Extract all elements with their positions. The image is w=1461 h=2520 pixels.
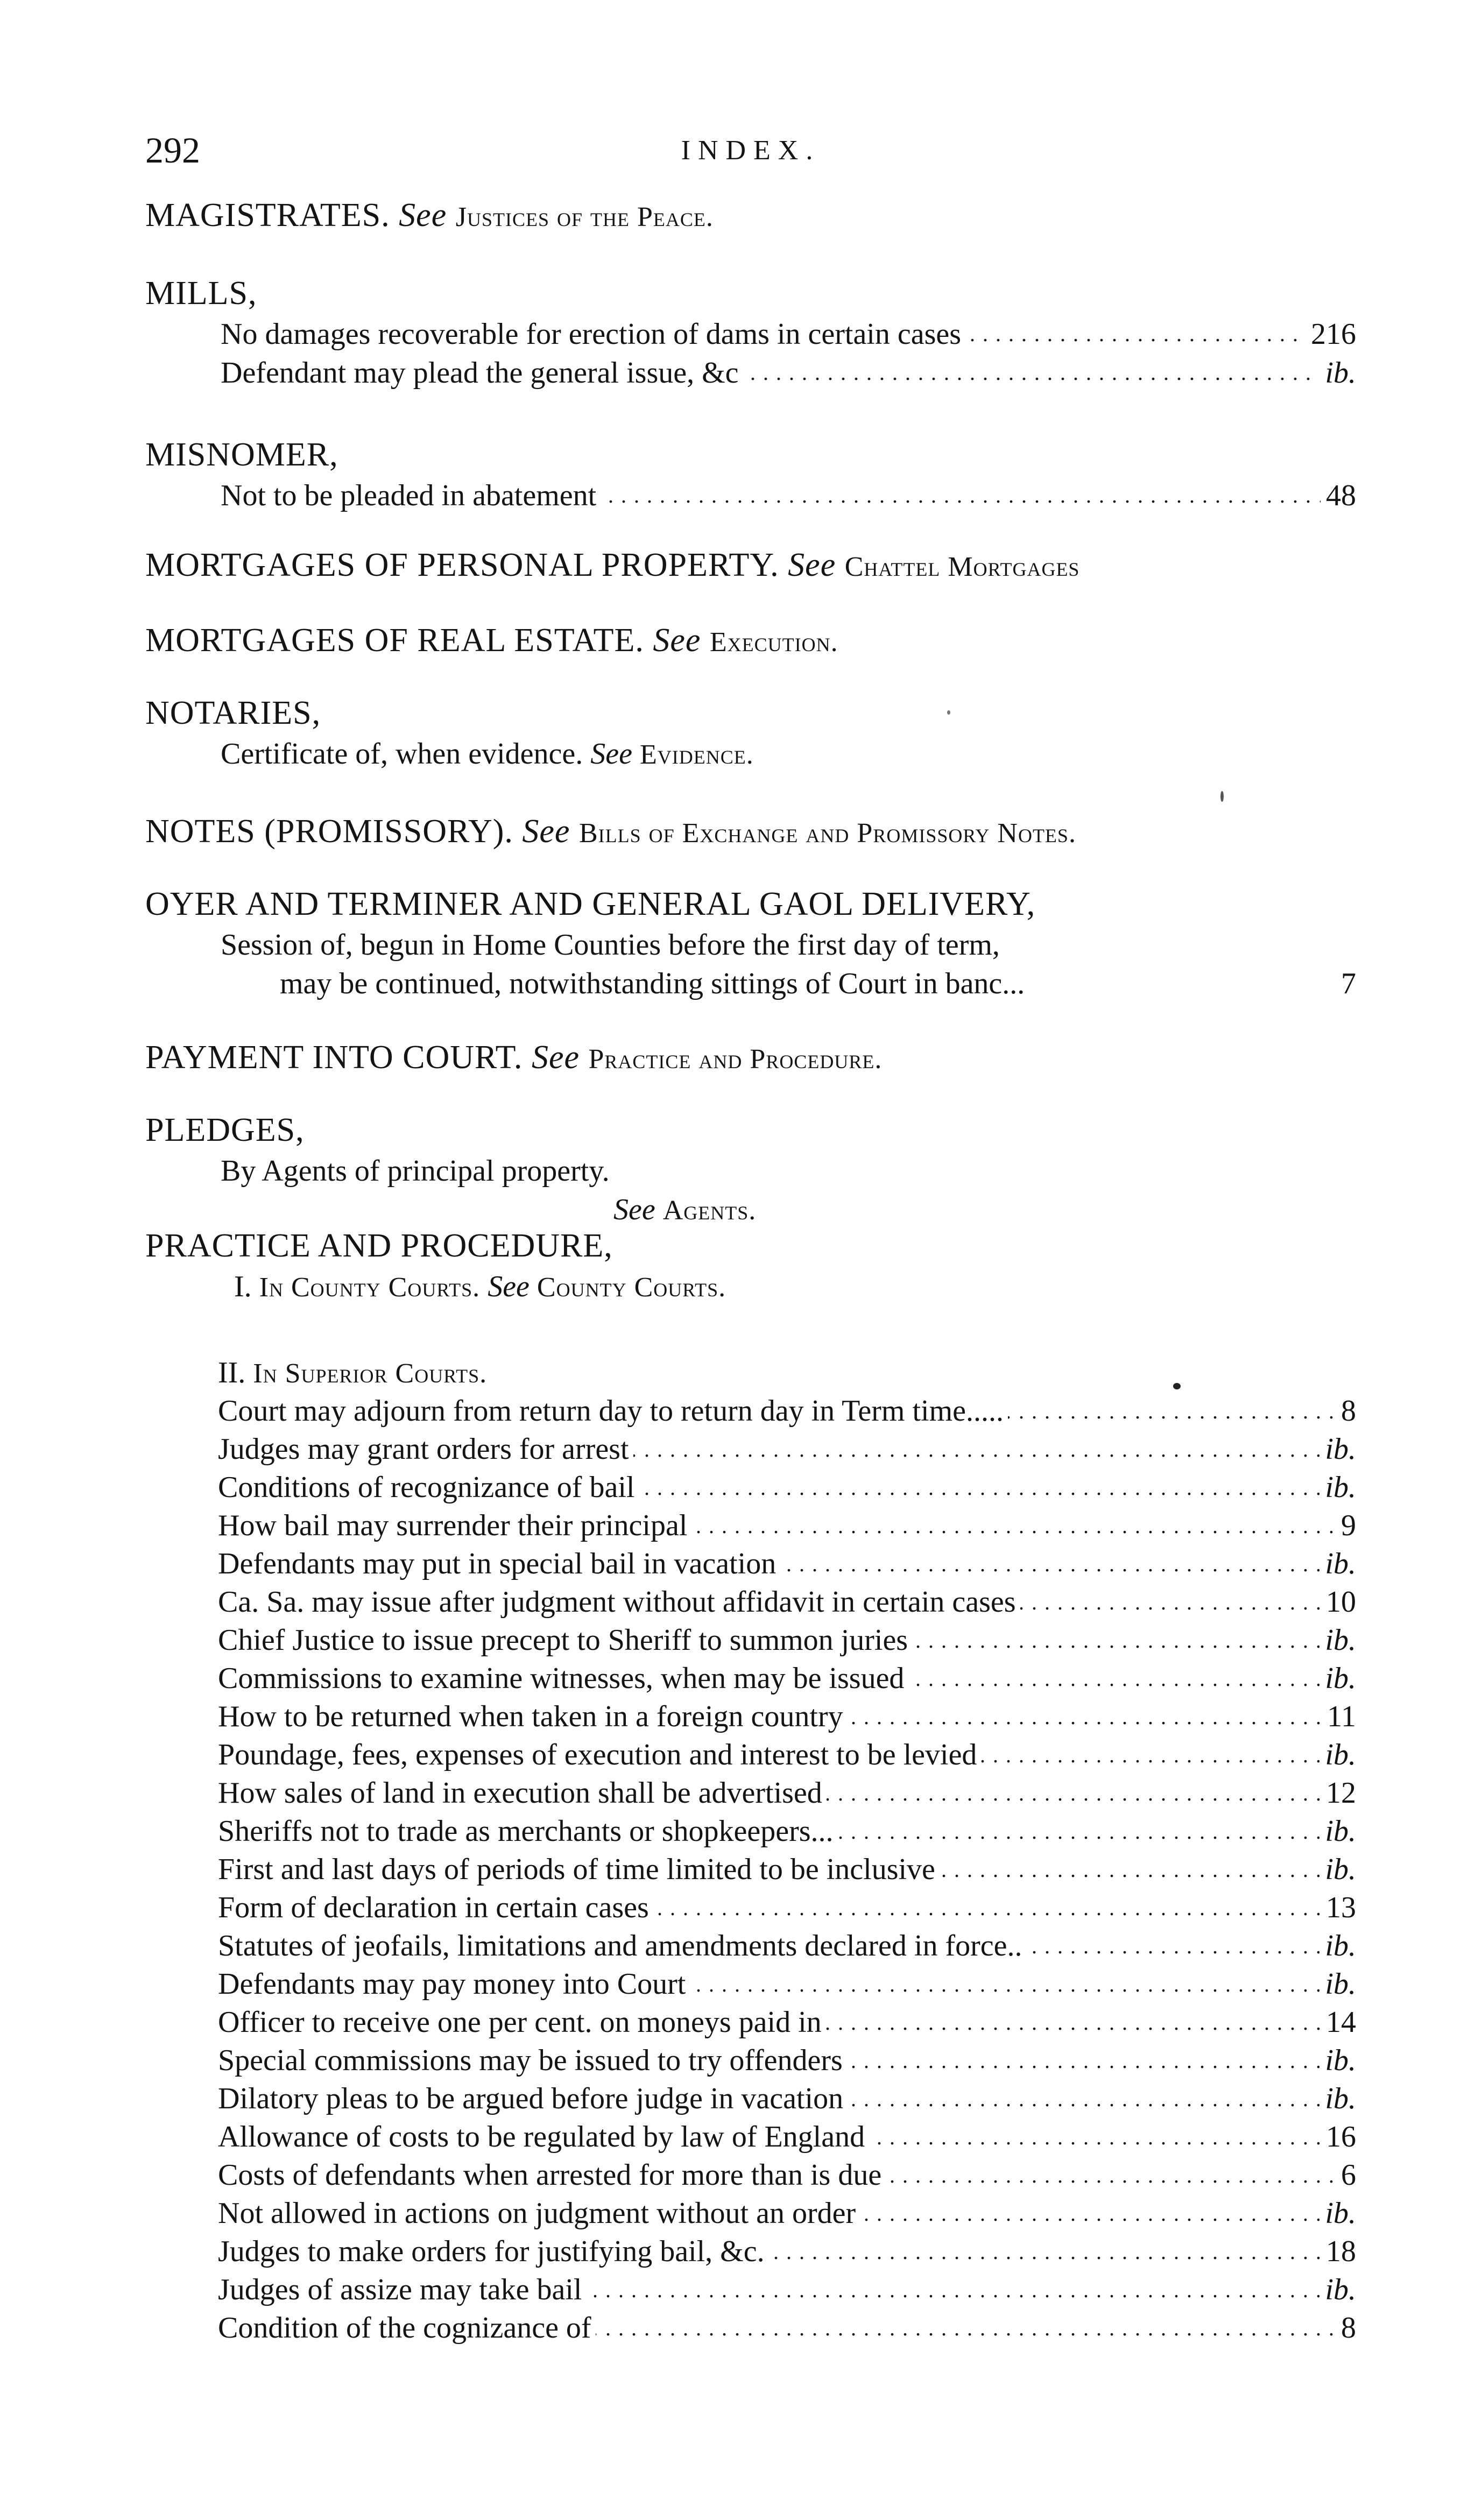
line-text: By Agents of principal property. [221, 1154, 610, 1188]
page-ref: 16 [1321, 2118, 1356, 2156]
line-text: . . . Not to be pleaded in abatement [221, 476, 601, 515]
line-text: . . . Form of declaration in certain cases [218, 1889, 653, 1927]
index-line [221, 315, 1356, 354]
index-line [218, 2042, 1356, 2080]
line-text: . . . First and last days of periods of time limited to be inclusive [218, 1851, 940, 1889]
cross-reference: Chattel Mortgages [844, 552, 1080, 582]
page-ref: 48 [1321, 476, 1356, 515]
line-text: . . . Officer to receive one per cent. on moneys paid in [218, 2003, 826, 2042]
index-line [218, 1889, 1356, 1927]
entry-heading [145, 543, 1356, 589]
index-line [221, 735, 1356, 773]
see-word: See [522, 813, 570, 850]
see-word: See [531, 1039, 580, 1076]
heading-text: MORTGAGES OF REAL ESTATE. [145, 622, 644, 659]
index-line [218, 1736, 1356, 1774]
line-text: . . . How to be returned when taken in a foreign country [218, 1698, 848, 1736]
page-number: 292 [145, 130, 200, 171]
cross-reference: Agents. [662, 1195, 757, 1226]
entry-heading: MILLS, [145, 275, 257, 312]
index-line [218, 1469, 1356, 1507]
index-line [218, 1774, 1356, 1812]
entry-heading [145, 1036, 1356, 1081]
entry-heading: NOTARIES, [145, 695, 321, 731]
page-header [145, 129, 1356, 183]
page-ref: 8 [1336, 1392, 1356, 1430]
index-entry-mortgages-personal [145, 543, 1356, 589]
heading-text: NOTES (PROMISSORY). [145, 813, 513, 850]
see-word: See [399, 197, 447, 234]
line-text: . . . Condition of the cognizance of [218, 2309, 596, 2347]
index-line [218, 1698, 1356, 1736]
index-line [218, 1507, 1356, 1545]
index-entry-notaries [145, 691, 1356, 773]
page-ref: ib. [1319, 2271, 1356, 2309]
page-ref: 216 [1305, 315, 1356, 354]
page-ref: 6 [1336, 2156, 1356, 2194]
page-ref: 18 [1321, 2233, 1356, 2271]
line-text: . . . Chief Justice to issue precept to Sheriff to summon juries [218, 1621, 912, 1660]
index-line [218, 1545, 1356, 1583]
practice-section-superior-courts [145, 1353, 1356, 2347]
line-text: . . . Sheriffs not to trade as merchants or shopkeepers... [218, 1812, 838, 1851]
index-line [218, 2271, 1356, 2309]
page-ref: ib. [1319, 2080, 1356, 2118]
index-entry-pledges [145, 1109, 1356, 1229]
page-ref: ib. [1319, 1965, 1356, 2003]
index-line [218, 2309, 1356, 2347]
cross-reference: Practice and Procedure. [588, 1044, 883, 1075]
index-entry-magistrates [145, 194, 1356, 239]
section-title: In County Courts. [259, 1272, 481, 1303]
see-word: See [590, 737, 632, 771]
section-heading [218, 1353, 1356, 1392]
line-text: . . . Poundage, fees, expenses of execution and interest to be levied [218, 1736, 981, 1774]
index-line [218, 1660, 1356, 1698]
page-ref: ib. [1319, 1736, 1356, 1774]
line-text: . . . Dilatory pleas to be argued before judge in vacation [218, 2080, 848, 2118]
index-line [218, 1621, 1356, 1660]
line-text: Session of, begun in Home Counties before the first day of term, [221, 928, 1000, 962]
entry-heading: MISNOMER, [145, 436, 338, 473]
section-heading [234, 1267, 1356, 1306]
index-line [613, 1190, 1356, 1229]
page-ref: ib. [1319, 1927, 1356, 1965]
index-line [218, 1392, 1356, 1430]
index-line [218, 2118, 1356, 2156]
line-text: . . . Special commissions may be issued to try offenders [218, 2042, 847, 2080]
entry-heading [145, 194, 1356, 239]
index-line [280, 964, 1356, 1003]
page-ref: ib. [1319, 1545, 1356, 1583]
heading-text: PAYMENT INTO COURT. [145, 1039, 523, 1076]
page-ref: 7 [1336, 964, 1356, 1003]
index-line [221, 1152, 1356, 1190]
page-ref: ib. [1319, 354, 1356, 392]
entry-heading [145, 619, 1356, 664]
page-ref: ib. [1319, 1812, 1356, 1851]
scan-speck [947, 710, 950, 715]
index-entry-misnomer [145, 433, 1356, 515]
index-line [218, 1583, 1356, 1621]
index-line [218, 2003, 1356, 2042]
index-line [221, 354, 1356, 392]
section-number: I. [234, 1270, 252, 1303]
line-text: may be continued, notwithstanding sittings of Court in banc... [280, 964, 1029, 1003]
line-text: . . . Defendant may plead the general issue, &c [221, 354, 743, 392]
line-text: . . . Defendants may pay money into Court [218, 1965, 690, 2003]
page-ref: 9 [1336, 1507, 1356, 1545]
index-entry-oyer-and-terminer [145, 883, 1356, 1003]
page-ref: 12 [1321, 1774, 1356, 1812]
see-word: See [488, 1270, 530, 1303]
index-line [218, 1927, 1356, 1965]
page-ref: 13 [1321, 1889, 1356, 1927]
line-text: . . . Allowance of costs to be regulated by law of England [218, 2118, 869, 2156]
index-line [218, 1965, 1356, 2003]
page-ref: 14 [1321, 2003, 1356, 2042]
scan-speck [1173, 1383, 1181, 1389]
page-ref: ib. [1319, 1621, 1356, 1660]
line-text: . . . Judges of assize may take bail [218, 2271, 586, 2309]
page-ref: ib. [1319, 1660, 1356, 1698]
line-text: . . . Not allowed in actions on judgment without an order [218, 2194, 860, 2233]
index-entry-payment-into-court [145, 1036, 1356, 1081]
index-line [218, 1851, 1356, 1889]
heading-text: MORTGAGES OF PERSONAL PROPERTY. [145, 547, 779, 583]
index-entry-practice-and-procedure [145, 1224, 1356, 1306]
line-text: . . . Judges to make orders for justifying bail, &c. [218, 2233, 769, 2271]
index-line [221, 476, 1356, 515]
line-text: . . . Conditions of recognizance of bail [218, 1469, 639, 1507]
index-line [218, 2233, 1356, 2271]
index-entry-mills [145, 272, 1356, 392]
line-text: . . . Judges may grant orders for arrest [218, 1430, 633, 1469]
cross-reference: Justices of the Peace. [455, 202, 714, 232]
heading-text: MAGISTRATES. [145, 197, 390, 234]
cross-reference: Evidence. [639, 739, 754, 770]
page-ref: ib. [1319, 1430, 1356, 1469]
index-line [218, 2080, 1356, 2118]
see-word: See [653, 622, 701, 659]
index-lines [145, 1392, 1356, 2347]
line-text: Certificate of, when evidence. [221, 737, 583, 771]
line-text: . . . Commissions to examine witnesses, when may be issued [218, 1660, 908, 1698]
see-word: See [788, 547, 836, 583]
line-text: . . . Court may adjourn from return day to return day in Term time..... [218, 1392, 1008, 1430]
index-line [218, 1430, 1356, 1469]
cross-reference: Bills of Exchange and Promissory Notes. [578, 818, 1076, 849]
running-title: INDEX. [681, 135, 821, 166]
index-line [218, 2156, 1356, 2194]
page-ref: ib. [1319, 1469, 1356, 1507]
index-line [221, 926, 1356, 964]
page-ref: ib. [1319, 1851, 1356, 1889]
line-text: . . . Ca. Sa. may issue after judgment without affidavit in certain cases [218, 1583, 1020, 1621]
line-text: . . . No damages recoverable for erection of dams in certain cases [221, 315, 965, 354]
line-text: . . . How sales of land in execution shall be advertised [218, 1774, 827, 1812]
entry-heading: PLEDGES, [145, 1112, 305, 1148]
cross-reference: County Courts. [537, 1272, 726, 1303]
page-ref: 8 [1336, 2309, 1356, 2347]
page-ref: 11 [1322, 1698, 1356, 1736]
scan-speck [1220, 791, 1224, 802]
page-ref: 10 [1321, 1583, 1356, 1621]
line-text: . . . How bail may surrender their principal [218, 1507, 691, 1545]
page-ref: ib. [1319, 2194, 1356, 2233]
entry-heading: PRACTICE AND PROCEDURE, [145, 1227, 613, 1264]
section-number: II. [218, 1356, 246, 1389]
line-text: . . . Costs of defendants when arrested for more than is due [218, 2156, 886, 2194]
page-ref: ib. [1319, 2042, 1356, 2080]
line-text: . . . Statutes of jeofails, limitations and amendments declared in force.. [218, 1927, 1026, 1965]
line-text: . . . Defendants may put in special bail in vacation [218, 1545, 780, 1583]
index-entry-mortgages-real [145, 619, 1356, 664]
index-line [218, 2194, 1356, 2233]
entry-heading [145, 810, 1356, 855]
index-line [218, 1812, 1356, 1851]
cross-reference: Execution. [709, 627, 838, 658]
entry-heading: OYER AND TERMINER AND GENERAL GAOL DELIVERY, [145, 886, 1036, 922]
index-entry-notes [145, 810, 1356, 855]
see-word: See [613, 1193, 655, 1226]
section-title: In Superior Courts. [253, 1358, 488, 1389]
